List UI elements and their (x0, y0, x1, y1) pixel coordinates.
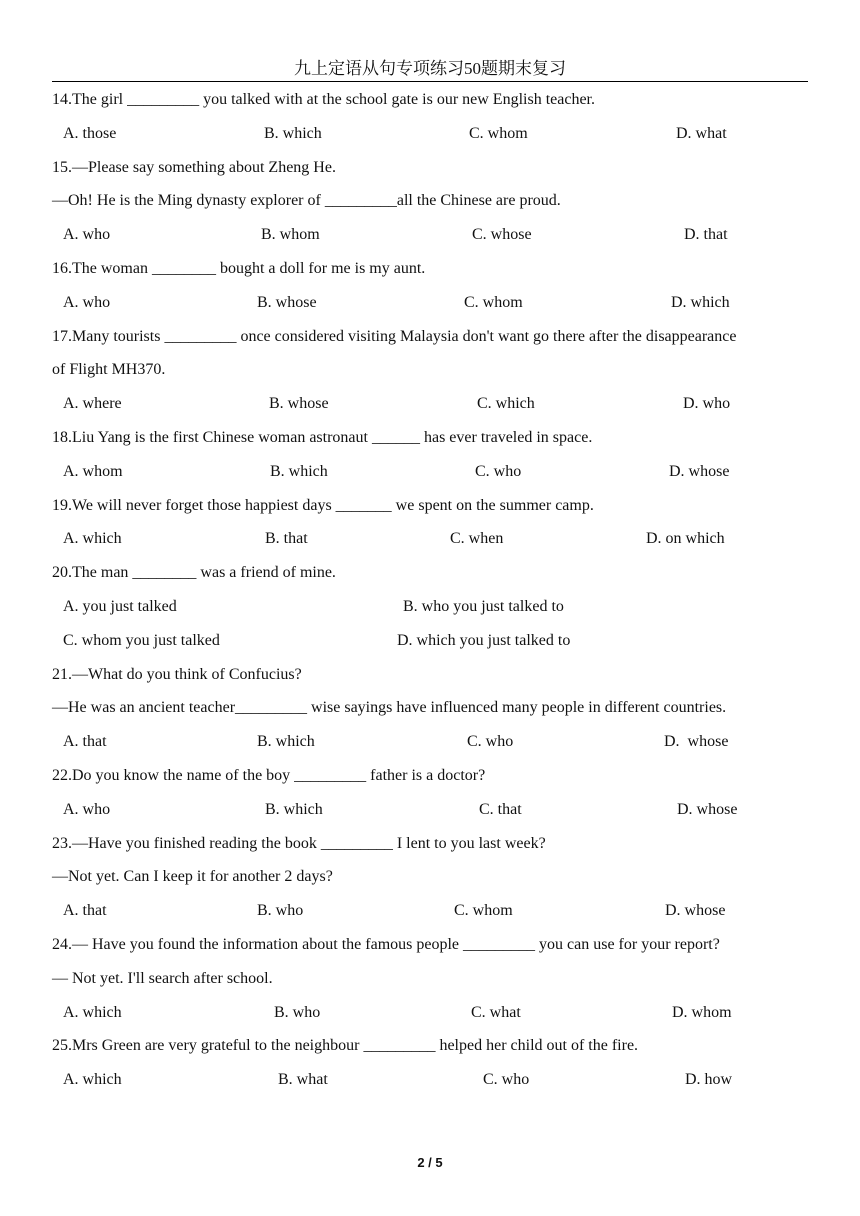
option-c[interactable]: C. which (477, 395, 535, 413)
options-row (52, 525, 812, 559)
question-14 (52, 86, 812, 154)
option-c[interactable]: C. whom (464, 293, 523, 311)
options-row (52, 897, 812, 931)
option-b[interactable]: B. which (270, 462, 328, 480)
option-a[interactable]: A. which (63, 530, 122, 548)
page-number: 2 / 5 (417, 1155, 443, 1170)
options-row (52, 796, 812, 830)
option-d[interactable]: D. whose (665, 902, 726, 920)
options-row (52, 1066, 812, 1100)
option-c[interactable]: C. who (467, 733, 514, 751)
page-header-title: 九上定语从句专项练习50题期末复习 (294, 59, 566, 78)
question-20 (52, 559, 812, 660)
option-a[interactable]: A. which (63, 1071, 122, 1089)
question-text: 23.—Have you finished reading the book _________ I lent to you last week? (52, 834, 546, 852)
options-row (52, 289, 812, 323)
option-d[interactable]: D. whom (672, 1003, 732, 1021)
option-b[interactable]: B. who (274, 1003, 321, 1021)
question-text: 14.The girl _________ you talked with at the school gate is our new English teacher. (52, 91, 595, 108)
question-21 (52, 661, 812, 762)
options-row (52, 390, 812, 424)
option-c[interactable]: C. whose (472, 226, 532, 244)
option-c[interactable]: C. when (450, 530, 504, 548)
option-c[interactable]: C. that (479, 800, 522, 818)
options-row (52, 221, 812, 255)
option-b[interactable]: B. who you just talked to (403, 597, 564, 615)
question-list (52, 86, 812, 1100)
options-row (52, 593, 812, 627)
option-d[interactable]: D. whose (669, 462, 730, 480)
option-d[interactable]: D. whose (664, 733, 729, 751)
question-text: 21.—What do you think of Confucius? (52, 665, 302, 683)
option-b[interactable]: B. whom (261, 226, 320, 244)
question-text: 20.The man ________ was a friend of mine. (52, 564, 336, 582)
options-row (52, 120, 812, 154)
option-d[interactable]: D. on which (646, 530, 725, 548)
question-text: of Flight MH370. (52, 361, 166, 379)
option-b[interactable]: B. which (264, 124, 322, 142)
option-b[interactable]: B. which (265, 800, 323, 818)
option-d[interactable]: D. that (684, 226, 728, 244)
option-a[interactable]: A. whom (63, 462, 123, 480)
question-text: 19.We will never forget those happiest days _______ we spent on the summer camp. (52, 496, 594, 514)
options-row (52, 999, 812, 1033)
question-text: — Not yet. I'll search after school. (52, 969, 273, 987)
option-d[interactable]: D. what (676, 124, 727, 142)
option-c[interactable]: C. whom (469, 124, 528, 142)
question-text: —He was an ancient teacher_________ wise sayings have influenced many people in different countries. (52, 699, 727, 717)
question-25 (52, 1032, 812, 1100)
option-d[interactable]: D. who (683, 395, 731, 413)
option-a[interactable]: A. those (63, 124, 117, 142)
question-text: —Not yet. Can I keep it for another 2 days? (52, 868, 333, 886)
option-a[interactable]: A. who (63, 226, 111, 244)
question-text: 17.Many tourists _________ once considered visiting Malaysia don't want go there after the disappearance (52, 327, 737, 345)
question-text: 18.Liu Yang is the first Chinese woman astronaut ______ has ever traveled in space. (52, 428, 593, 446)
option-d[interactable]: D. which you just talked to (397, 631, 571, 649)
option-b[interactable]: B. what (278, 1071, 328, 1089)
option-c[interactable]: C. who (475, 462, 522, 480)
option-c[interactable]: C. who (483, 1071, 530, 1089)
question-text: 25.Mrs Green are very grateful to the neighbour _________ helped her child out of the fire. (52, 1037, 639, 1055)
options-row (52, 458, 812, 492)
option-a[interactable]: A. who (63, 293, 111, 311)
header-divider (52, 81, 808, 82)
option-a[interactable]: A. you just talked (63, 597, 177, 615)
option-d[interactable]: D. how (685, 1071, 733, 1089)
option-a[interactable]: A. that (63, 733, 107, 751)
option-b[interactable]: B. who (257, 902, 304, 920)
question-text: 15.—Please say something about Zheng He. (52, 158, 336, 176)
question-15 (52, 154, 812, 255)
option-c[interactable]: C. whom you just talked (63, 631, 220, 649)
question-text: 22.Do you know the name of the boy _________ father is a doctor? (52, 766, 486, 784)
question-18 (52, 424, 812, 492)
options-row (52, 627, 812, 661)
option-c[interactable]: C. whom (454, 902, 513, 920)
question-17 (52, 323, 812, 424)
option-b[interactable]: B. which (257, 733, 315, 751)
option-b[interactable]: B. whose (257, 293, 317, 311)
option-a[interactable]: A. who (63, 800, 111, 818)
question-22 (52, 762, 812, 830)
question-text: 16.The woman ________ bought a doll for me is my aunt. (52, 259, 426, 277)
question-19 (52, 492, 812, 560)
option-a[interactable]: A. where (63, 395, 122, 413)
question-24 (52, 931, 812, 1032)
option-b[interactable]: B. whose (269, 395, 329, 413)
option-d[interactable]: D. which (671, 293, 730, 311)
question-16 (52, 255, 812, 323)
option-c[interactable]: C. what (471, 1003, 521, 1021)
option-a[interactable]: A. which (63, 1003, 122, 1021)
question-text: —Oh! He is the Ming dynasty explorer of _________all the Chinese are proud. (52, 192, 561, 210)
option-b[interactable]: B. that (265, 530, 308, 548)
options-row (52, 728, 812, 762)
question-23 (52, 830, 812, 931)
option-a[interactable]: A. that (63, 902, 107, 920)
question-text: 24.— Have you found the information about the famous people _________ you can use for your report? (52, 935, 720, 953)
option-d[interactable]: D. whose (677, 800, 738, 818)
